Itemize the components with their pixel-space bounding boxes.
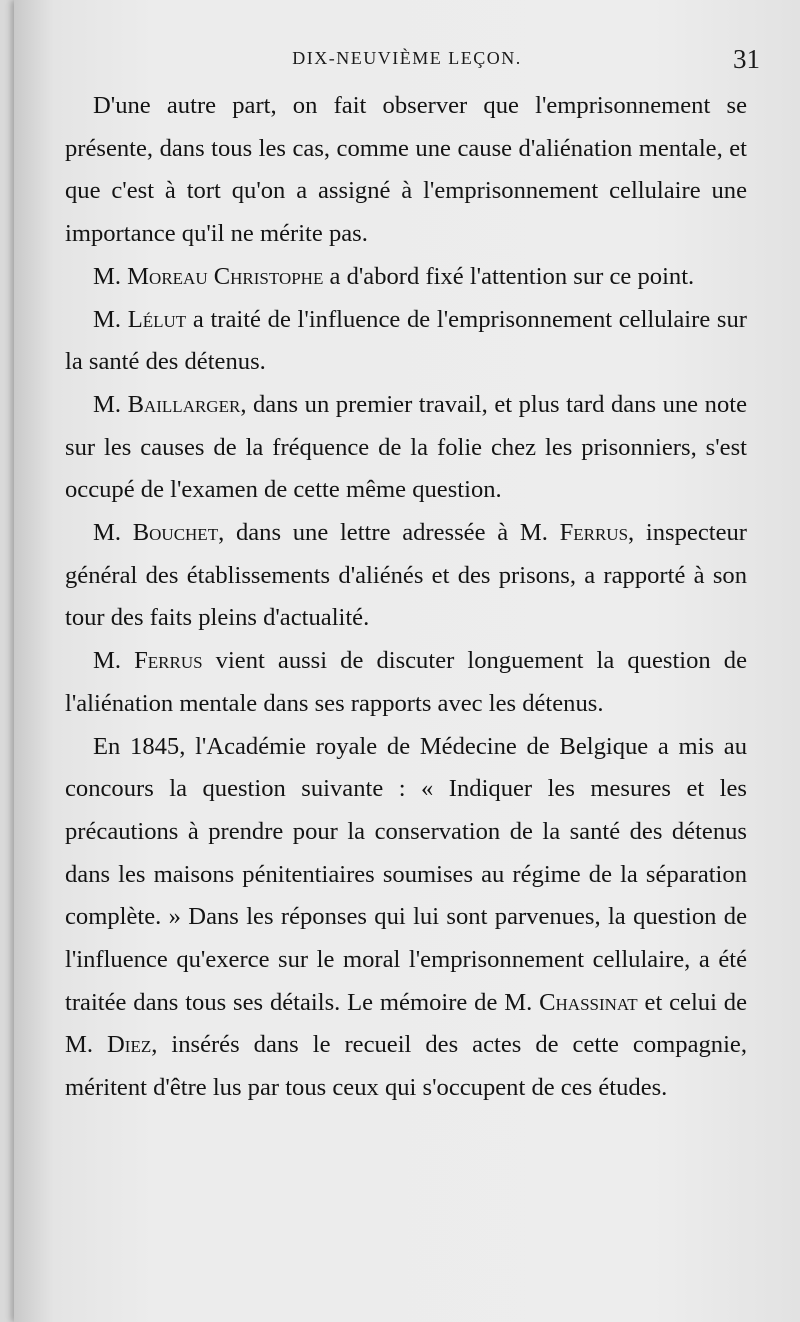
body-text [65,85,747,1110]
author-name: Bouchet [132,519,219,547]
page-number: 31 [733,44,760,74]
text-run: a d'abord fixé l'attention sur ce point. [323,262,695,290]
text-run: M. [93,390,128,418]
text-run: , dans une lettre adressée à M. [218,519,560,547]
text-run: , dans un premier travail, et plus tard dans une note sur les causes de la fréquence de la folie chez les prisonniers, s'est occupé de l'examen de cette même question. [65,390,747,504]
text-run: M. [93,647,135,675]
author-name: Baillarger [127,390,241,418]
author-name: Moreau Christophe [127,262,324,290]
paragraph-1 [65,85,747,256]
text-run: a traité de l'influence de l'emprisonnement cellulaire sur la santé des détenus. [65,305,747,376]
text-run: , inspecteur général des établissements d'aliénés et des prisons, a rapporté à son tour des faits pleins d'actualité. [65,519,747,632]
text-run: et celui de M. [65,988,747,1059]
paragraph-5 [65,512,747,640]
text-run: , insérés dans le recueil des actes de cette compagnie, méritent d'être lus par tous ceux qui s'occupent de ces études. [65,1031,747,1102]
page-header [14,44,800,74]
author-name: Chassinat [539,988,638,1016]
paragraph-7 [65,726,747,1110]
text-run: M. [93,305,128,333]
paragraph-2 [65,256,747,299]
text-run: M. [93,262,128,290]
author-name: Ferrus [134,647,203,675]
text-run: En 1845, l'Académie royale de Médecine de Belgique a mis au concours la question suivante : « Indiquer les mesures et les précautions à prendre pour la conservation de la santé des détenus dans les maisons pénitentiaires soumises au régime de la séparation complète. » Dans les réponses qui lui sont parvenues, la question de l'influence qu'exerce sur le moral l'emprisonnement cellulaire, a été traitée dans tous ses détails. Le mémoire de M. [65,732,747,1016]
text-run: M. [93,519,133,547]
paragraph-4 [65,384,747,512]
author-name: Lélut [127,305,187,333]
book-page [14,0,800,1322]
paragraph-3 [65,299,747,384]
running-title: DIX-NEUVIÈME LEÇON. [292,48,522,68]
text-run: vient aussi de discuter longuement la question de l'aliénation mentale dans ses rapports avec les détenus. [65,647,747,717]
author-name: Ferrus [559,519,629,547]
paragraph-text: D'une autre part, on fait observer que l'emprisonnement se présente, dans tous les cas, comme une cause d'aliénation mentale, et que c'est à tort qu'on a assigné à l'emprisonnement cellulaire une importance qu'il ne mérite pas. [65,92,747,248]
paragraph-6 [65,640,747,725]
author-name: Diez [107,1031,152,1059]
